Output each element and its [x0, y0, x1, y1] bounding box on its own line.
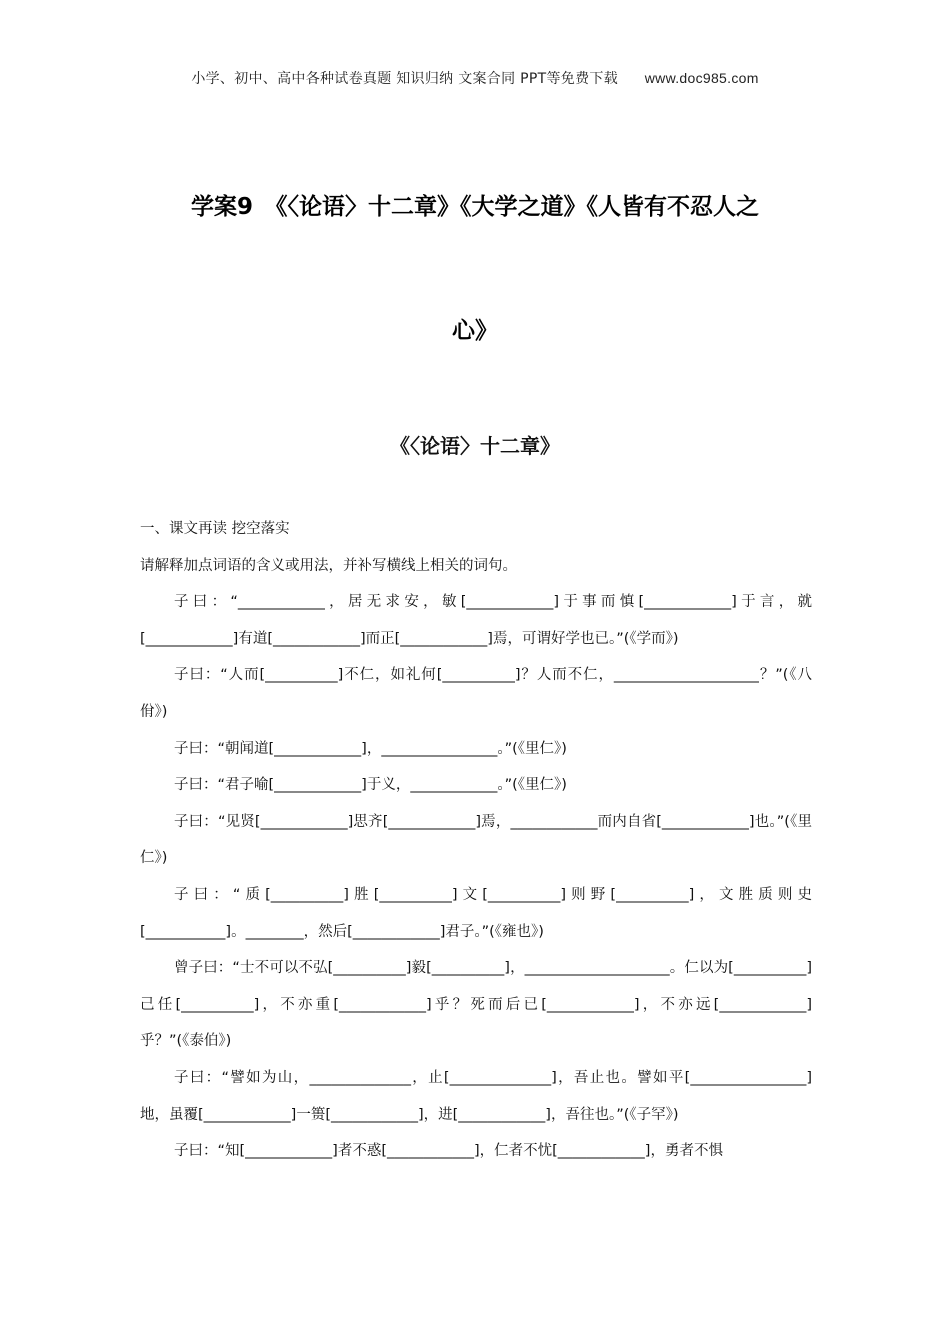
- page-header: [0, 68, 950, 88]
- instruction-text: 请解释加点词语的含义或用法，并补写横线上相关的词句。: [140, 557, 517, 574]
- quote-paragraph: 子曰：“知[____________]者不惑[____________]，仁者不忧[____________]，勇者不惧: [174, 1143, 723, 1160]
- quote-paragraph: 子曰：“____________，居无求安，敏[____________]于事而慎[____________]于言，就[____________]有道[____________]而正[____________]焉，可谓好学也已。”(《学而》): [140, 594, 812, 647]
- quote-paragraph: 子曰：“譬如为山，______________，止[______________]，吾止也。譬如平[________________]地，虽覆[____________]一篑[____________]，进[____________]，吾往也。”(《子罕》): [140, 1069, 812, 1123]
- quote-paragraph: 曾子曰：“士不可以不弘[__________]毅[__________]，____________________。仁以为[__________]己任[__________]，不亦重[____________]乎？死而后已[____________]，不亦远[____________]乎？”(《泰伯》): [140, 960, 812, 1050]
- quote-paragraph: 子曰：“君子喻[____________]于义，____________。”(《里仁》): [174, 777, 567, 794]
- header-site: www.doc985.com: [644, 70, 759, 86]
- quote-paragraph: 子曰：“质[__________]胜[__________]文[__________]则野[__________]，文胜质则史[___________]。________，然后[____________]君子。”(《雍也》): [140, 886, 812, 940]
- content-body: [140, 511, 812, 1170]
- document-title-line-1: 学案9 《〈论语〉十二章》《大学之道》《人皆有不忍人之: [190, 194, 759, 220]
- section-title: 《〈论语〉十二章》: [390, 434, 560, 458]
- section-heading: 一、课文再读 挖空落实: [140, 521, 290, 537]
- quote-paragraph: 子曰：“见贤[____________]思齐[____________]焉，____________而内自省[____________]也。”(《里仁》): [140, 813, 812, 867]
- quote-paragraph: 子曰：“朝闻道[____________]，________________。”(《里仁》): [174, 740, 567, 757]
- header-text: 小学、初中、高中各种试卷真题 知识归纳 文案合同 PPT等免费下载: [191, 71, 618, 87]
- quote-paragraph: 子曰：“人而[__________]不仁，如礼何[__________]？人而不仁，____________________？”(《八佾》): [140, 667, 812, 720]
- document-title-line-2: 心》: [452, 318, 498, 344]
